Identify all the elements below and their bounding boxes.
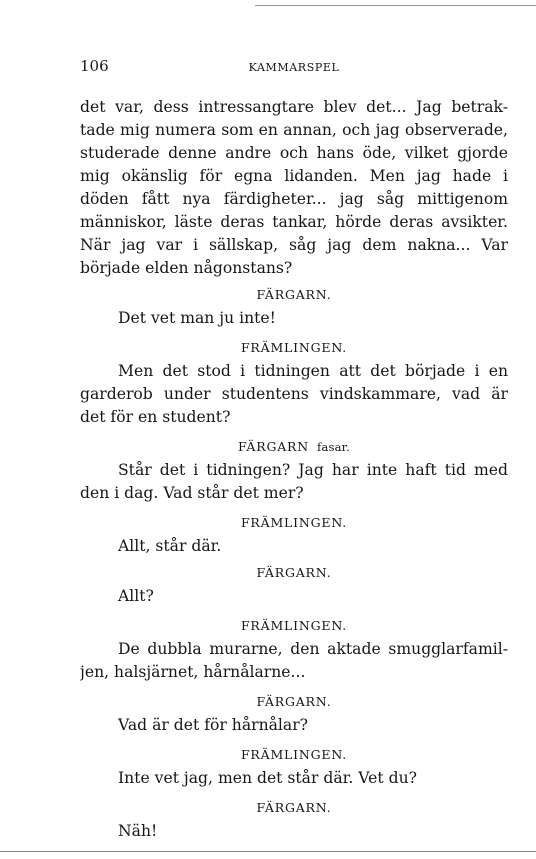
bottom-edge-line xyxy=(0,851,536,852)
text-line: Näh! xyxy=(118,822,158,840)
text-line: garderob under studentens vindskammare, vad är xyxy=(80,385,508,403)
top-edge-line xyxy=(255,5,536,6)
text-line: Står det i tidningen? Jag har inte haft tid med xyxy=(118,461,508,479)
text-line: Allt? xyxy=(118,587,154,605)
text-line: Allt, står där. xyxy=(118,537,222,555)
speaker-label: FÄRGARN. xyxy=(256,694,332,709)
speaker-label: FRÄMLINGEN. xyxy=(240,340,348,355)
speaker-label: FRÄMLINGEN. xyxy=(240,618,348,633)
page-header xyxy=(80,57,508,81)
paragraph xyxy=(80,360,508,429)
text-line: De dubbla murarne, den aktade smugglarfamil- xyxy=(118,640,508,658)
speaker-label: FRÄMLINGEN. xyxy=(240,747,348,762)
play-text xyxy=(80,96,508,843)
speaker-label: FÄRGARN. xyxy=(256,287,332,302)
speaker-name: FÄRGARN xyxy=(238,439,310,454)
text-line: tade mig numera som en annan, och jag observerade, xyxy=(80,121,508,139)
text-line: det för en student? xyxy=(80,408,231,426)
text-line: Men det stod i tidningen att det började i en xyxy=(118,362,508,380)
speaker-label xyxy=(80,435,508,459)
text-line: Inte vet jag, men det står där. Vet du? xyxy=(118,769,417,787)
text-line: människor, läste deras tankar, hörde deras avsikter. xyxy=(80,213,508,231)
text-line: började elden någonstans? xyxy=(80,259,293,277)
paragraph xyxy=(80,638,508,684)
text-line: studerade denne andre och hans öde, vilket gjorde xyxy=(80,144,508,162)
text-line: döden fått nya färdigheter... jag såg mittigenom xyxy=(80,190,508,208)
page-number: 106 xyxy=(80,57,109,75)
speaker-label: FÄRGARN. xyxy=(256,800,332,815)
text-line: den i dag. Vad står det mer? xyxy=(80,484,304,502)
running-head: KAMMARSPEL xyxy=(248,61,340,74)
paragraph xyxy=(80,459,508,505)
speaker-label: FÄRGARN. xyxy=(256,565,332,580)
text-line: mig okänslig för egna lidanden. Men jag hade i xyxy=(80,167,508,185)
text-line: Det vet man ju inte! xyxy=(118,309,276,327)
text-line: det var, dess intressangtare blev det... Jag betrak- xyxy=(80,98,508,116)
text-line: Vad är det för hårnålar? xyxy=(118,716,309,734)
text-line: jen, halsjärnet, hårnålarne... xyxy=(80,663,306,681)
speaker-label: FRÄMLINGEN. xyxy=(240,515,348,530)
stage-direction: fasar. xyxy=(317,440,350,454)
paragraph xyxy=(80,96,508,280)
text-line: När jag var i sällskap, såg jag dem nakna... Var xyxy=(80,236,508,254)
